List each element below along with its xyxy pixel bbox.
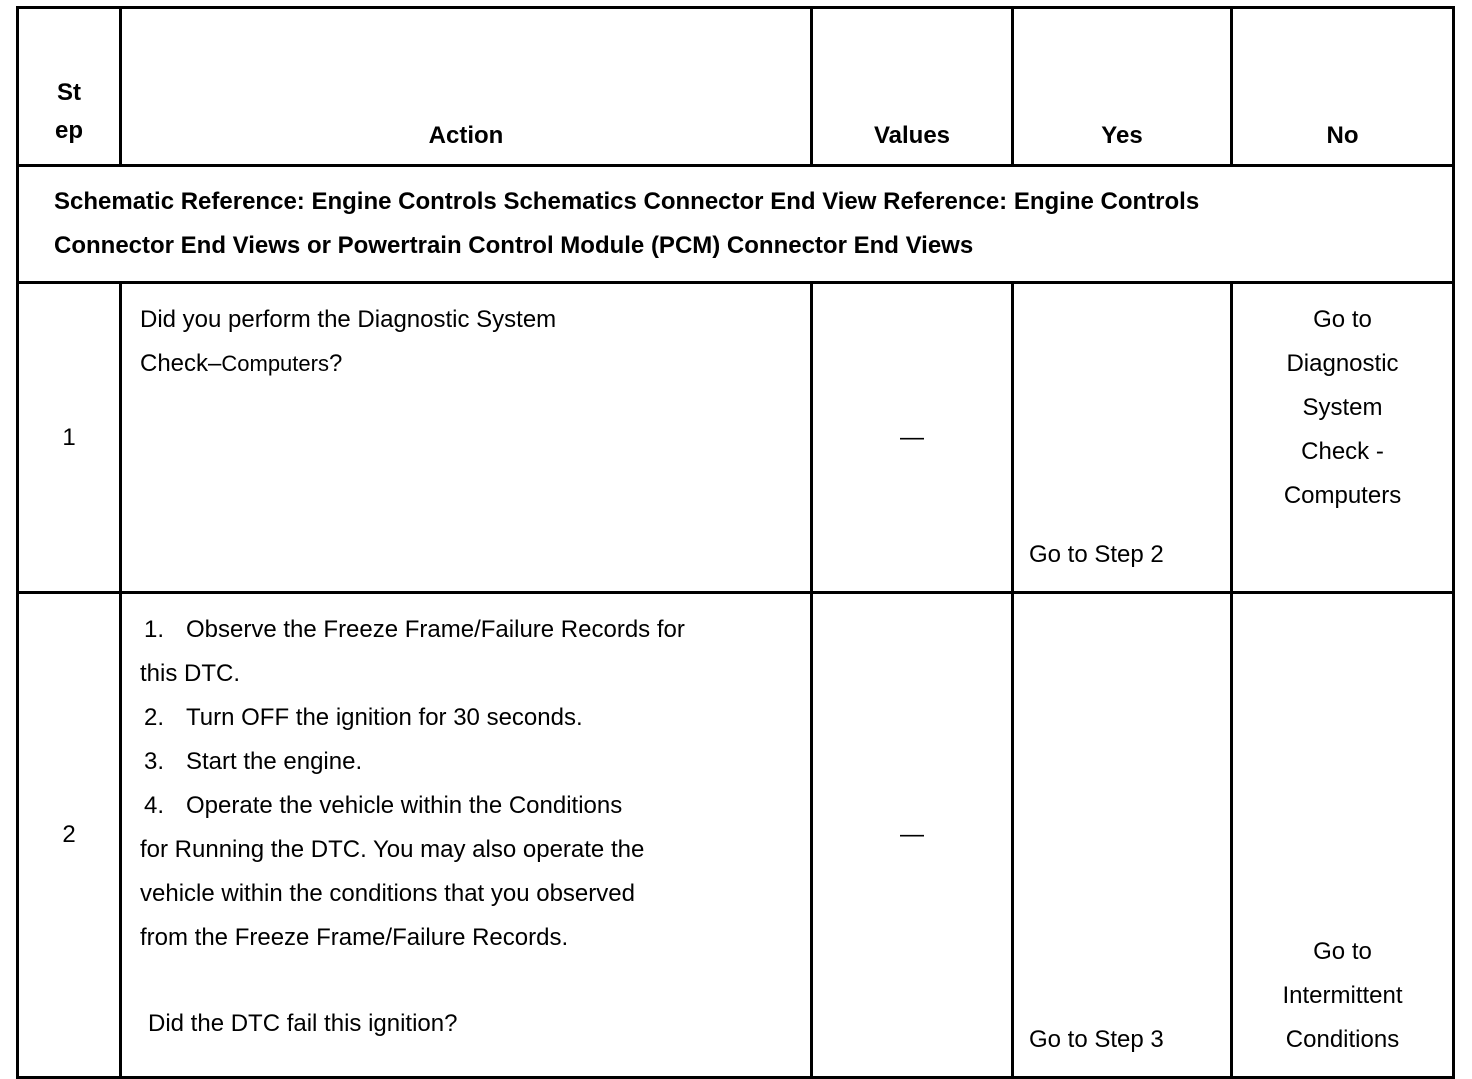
values-header: Values [812, 8, 1013, 166]
step-number: 1 [18, 283, 121, 593]
action-cell [121, 283, 812, 593]
no-link[interactable] [1232, 283, 1454, 593]
list-text: Operate the vehicle within the Conditions [186, 792, 623, 819]
action-text [140, 342, 810, 386]
step-number: 2 [18, 593, 121, 1078]
list-number: 2. [144, 704, 165, 731]
list-item [140, 608, 810, 652]
list-item [140, 784, 810, 828]
values-cell: — [812, 593, 1013, 1078]
action-text: Did you perform the Diagnostic System [140, 306, 557, 333]
no-link[interactable] [1232, 593, 1454, 1078]
no-link-line: Intermittent [1282, 982, 1403, 1009]
list-number: 1. [144, 616, 165, 643]
no-link-line: System [1302, 394, 1383, 421]
action-text-part: Computers [221, 351, 329, 376]
list-item: from the Freeze Frame/Failure Records. [140, 924, 569, 951]
list-text: Start the engine. [186, 748, 363, 775]
no-link-line: Diagnostic [1286, 350, 1399, 377]
list-number: 3. [144, 748, 165, 775]
action-cell [121, 593, 812, 1078]
list-item [140, 696, 810, 740]
no-link-line: Go to [1313, 938, 1372, 965]
list-item: vehicle within the conditions that you observed [140, 880, 635, 907]
table-row [18, 593, 1454, 1078]
header-row [18, 8, 1454, 166]
list-item: for Running the DTC. You may also operate the [140, 836, 645, 863]
list-item: this DTC. [140, 660, 241, 687]
no-link-line: Check - [1301, 438, 1384, 465]
no-link-line: Go to [1313, 306, 1372, 333]
step-header-line2: ep [54, 117, 83, 144]
reference-row [18, 166, 1454, 283]
action-header: Action [121, 8, 812, 166]
reference-line-2: Connector End Views or Powertrain Control Module (PCM) Connector End Views [54, 232, 974, 259]
action-text-part: ? [328, 350, 343, 377]
action-text-part: Check– [140, 350, 222, 377]
step-header-line1: St [57, 79, 81, 106]
values-cell: — [812, 283, 1013, 593]
table-row [18, 283, 1454, 593]
no-link-line: Conditions [1285, 1026, 1400, 1053]
diagnostic-table [16, 6, 1455, 1079]
list-number: 4. [144, 792, 165, 819]
schematic-reference [18, 166, 1454, 283]
no-header: No [1232, 8, 1454, 166]
list-text: Observe the Freeze Frame/Failure Records for [186, 616, 685, 643]
list-text: Turn OFF the ignition for 30 seconds. [186, 704, 583, 731]
yes-link[interactable]: Go to Step 2 [1013, 283, 1232, 593]
reference-line-1: Schematic Reference: Engine Controls Schematics Connector End View Reference: Engine Controls [54, 188, 1200, 215]
no-link-line: Computers [1283, 482, 1402, 509]
yes-header: Yes [1013, 8, 1232, 166]
action-question: Did the DTC fail this ignition? [148, 1010, 458, 1037]
yes-link[interactable]: Go to Step 3 [1013, 593, 1232, 1078]
list-item [140, 740, 810, 784]
step-header [18, 8, 121, 166]
